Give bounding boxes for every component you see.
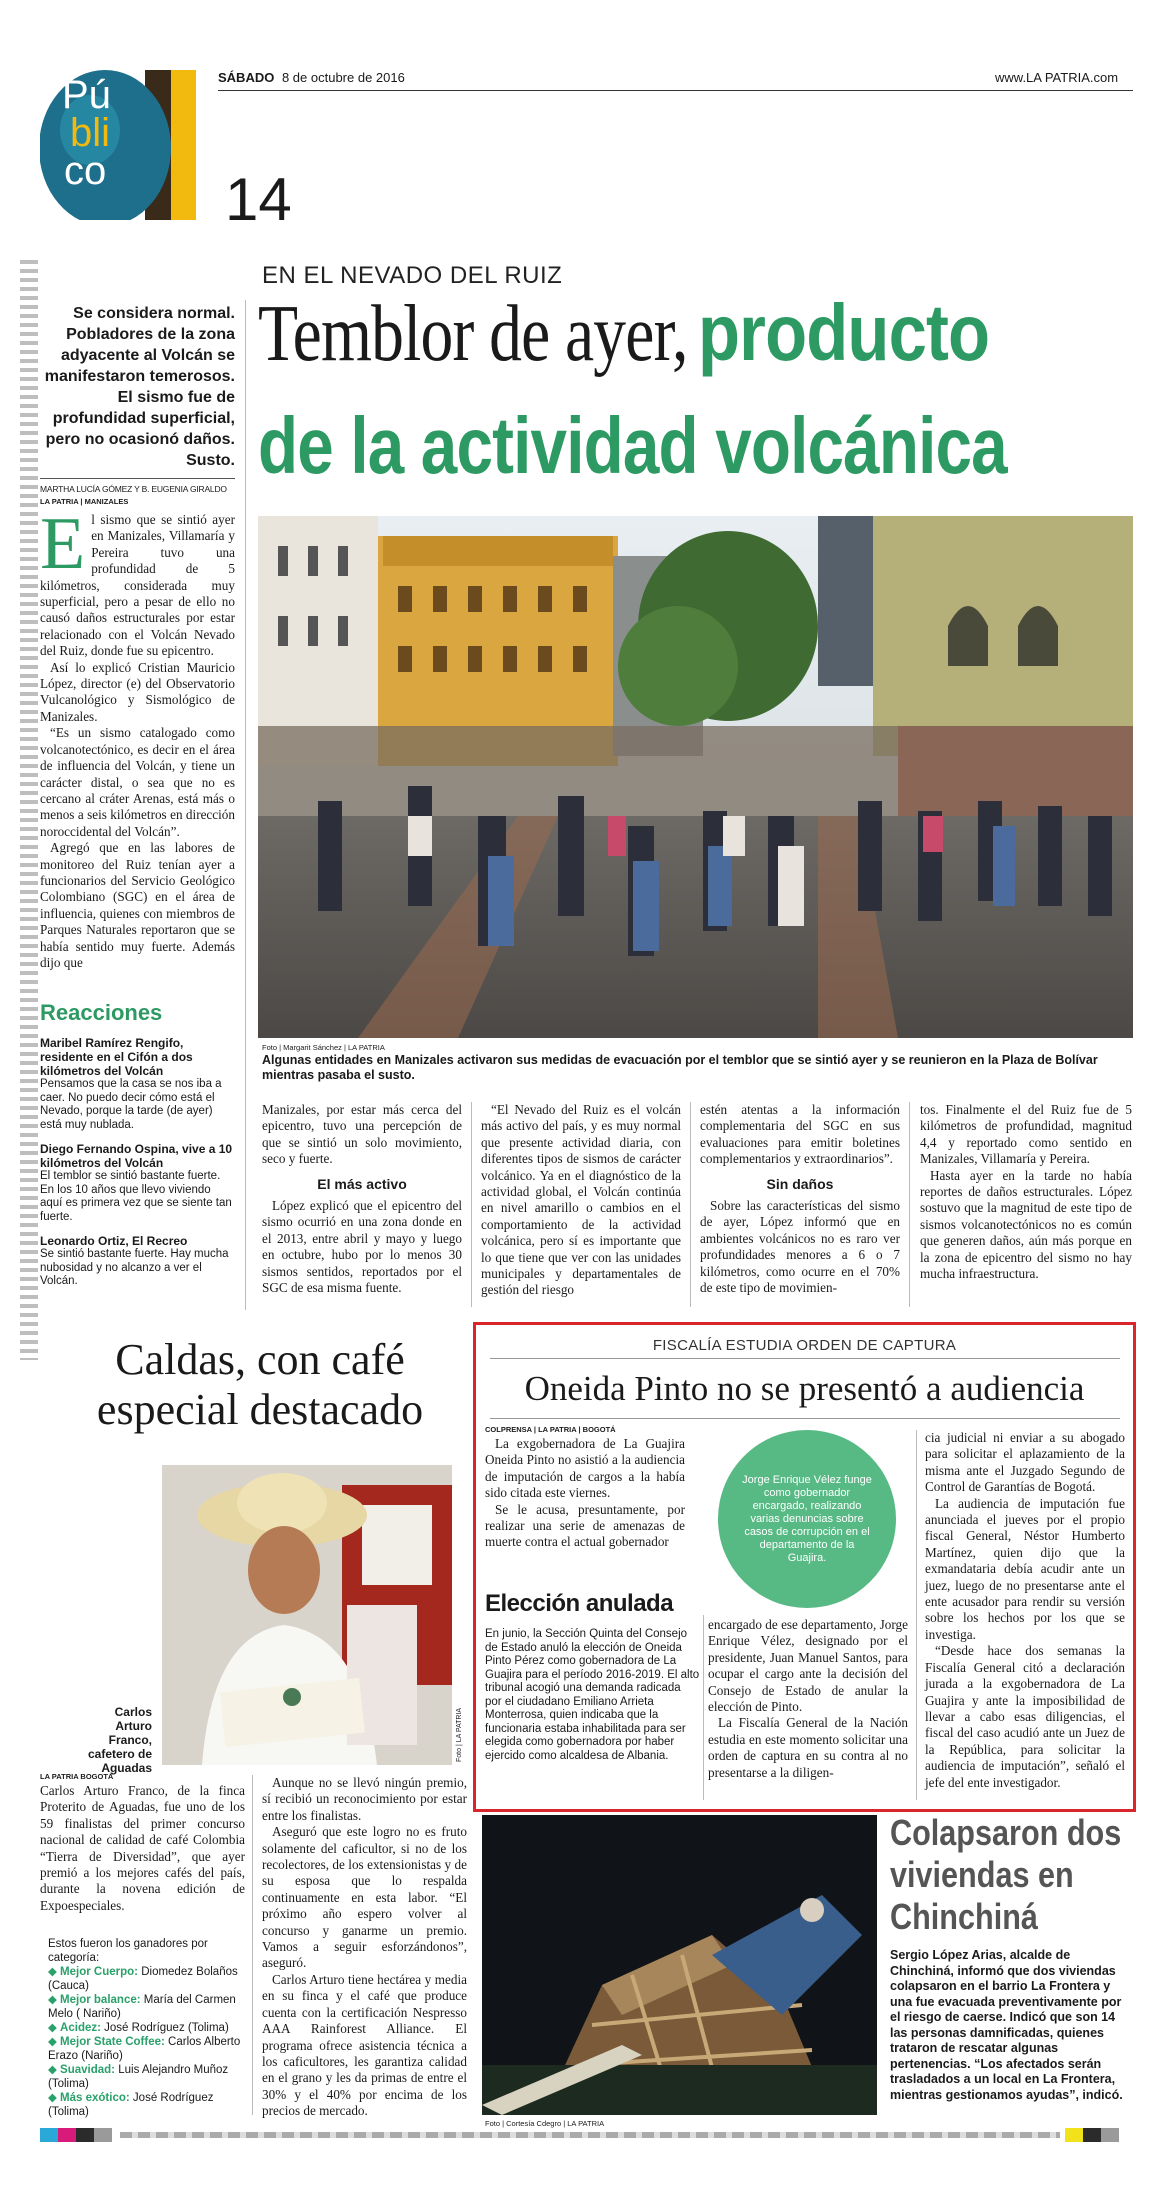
main-col1-p3: “Es un sismo catalogado como volcanotectónico, es decir en el área de influencia del Volcán, y tiene un carácter distal, o sea que no es cercano al cráter Arenas, está más o menos a seis kilómetros en dirección noroccidental del Volcán”. (40, 725, 235, 839)
logo-line-3: co (64, 149, 107, 193)
header-date-text: 8 de octubre de 2016 (281, 70, 405, 85)
pinto-col3-p1: cia judicial ni enviar a su abogado para solicitar el aplazamiento de la misma ante el Juzgado Segundo de Control de Garantías de Bogotá. (925, 1430, 1125, 1495)
winner-item: ◆ Mejor balance: María del Carmen Melo ( Nariño) (48, 1994, 236, 2020)
winner-item: ◆ Suavidad: Luis Alejandro Muñoz (Tolima) (48, 2064, 229, 2090)
main-col4-p2: Sobre las características del sismo de ayer, López informó que en ambientes volcánicos no es raro ver profundidades menores a 6 o 7 kilómetros, como ocurre en el 70% de este tipo de movimien- (700, 1198, 900, 1296)
winners-intro: Estos fueron los ganadores por categoría: (48, 1938, 208, 1964)
pinto-dateline: COLPRENSA | LA PATRIA | BOGOTÁ (485, 1425, 616, 1434)
reaction-name: Leonardo Ortiz, El Recreo (40, 1234, 188, 1248)
col-divider (703, 1615, 704, 1800)
header-day: SÁBADO (218, 70, 275, 85)
winner-item: ◆ Más exótico: José Rodríguez (Tolima) (48, 2092, 214, 2118)
main-col5-p1: tos. Finalmente el del Ruiz fue de 5 kilómetros de profundidad, magnitud 4,4 y reportado como sentido en Manizales, Villamaría y Pereira. (920, 1102, 1132, 1167)
coffee-p4: Carlos Arturo tiene hectárea y media en su finca y el café que produce cuenta con la certificación Nespresso AAA Rainforest Alliance. El programa ofrece asistencia técnica a los caficultores, les garantiza calidad en el grano y les da primas de entre el 30% y el 40% por encima de los precios de mercado. (262, 1971, 467, 2119)
main-col-4 (700, 1102, 900, 1296)
reaction-text: El temblor se sintió bastante fuerte. En los 10 años que llevo viviendo aquí es primera vez que se siente tan fuerte. (40, 1170, 232, 1223)
pinto-bubble-text: Jorge Enrique Vélez funge como gobernador encargado, realizando varias denuncias sobre casos de corrupción en el departamento de la Guajira. (742, 1473, 872, 1564)
main-col2-p1: Manizales, por estar más cerca del epicentro, tuvo una percepción de que se sintió un solo movimiento, seco y fuerte. (262, 1102, 462, 1167)
header-date (218, 70, 405, 85)
reaction-name: Maribel Ramírez Rengifo, residente en el Cifón a dos kilómetros del Volcán (40, 1036, 193, 1078)
header-website[interactable]: www.LA PATRIA.com (995, 70, 1119, 85)
main-col2-subhead: El más activo (317, 1175, 407, 1192)
winner-item: ◆ Mejor Cuerpo: Diomedez Bolaños (Cauca) (48, 1966, 238, 1992)
col-divider (245, 300, 246, 1310)
chinchina-headline: Colapsaron dos viviendas en Chinchiná (890, 1812, 1122, 1937)
headline-green-1: producto (698, 288, 990, 377)
chinchina-photo-credit: Foto | Cortesía Cdegro | LA PATRIA (485, 2119, 605, 2128)
pinto-quote-bubble (718, 1430, 896, 1608)
coffee-photo (162, 1465, 452, 1765)
reactions-title: Reacciones (40, 1000, 163, 1025)
pinto-col3-p3: “Desde hace dos semanas la Fiscalía General citó a declaración jurada a la exgobernadora de La Guajira y ante la imposibilidad de llevar a cabo esas diligencias, el fiscal del caso acudió ante un Juez de la República, para solicitar la audiencia de imputación”, señaló el jefe del ente investigador. (925, 1643, 1125, 1790)
section-logo (40, 70, 200, 220)
chinchina-text: Sergio López Arias, alcalde de Chinchiná, informó que dos viviendas colapsaron en el barrio La Frontera y una fue evacuada preventivamente por el riesgo de caerse. Indicó que son 14 las personas damnificadas, quienes trataron de rescatar algunas pertenencias. “Los afectados serán trasladados a un local en La Frontera, mientras gestionamos ayudas”, indicó. (890, 1948, 1123, 2102)
pinto-p2: Se le acusa, presuntamente, por realizar una serie de amenazas de muerte contra el actual gobernador (485, 1501, 685, 1550)
coffee-dateline: LA PATRIA BOGOTÁ (40, 1772, 114, 1781)
reaction-item (40, 1142, 235, 1224)
main-col2-p2: López explicó que el epicentro del sismo ocurrió en una zona donde en el 2013, entre abril y mayo y luego en octubre, hubo por lo menos 30 sismos sentidos, reportados por el SGC de esa misma fuente. (262, 1198, 462, 1296)
winners-box (48, 1937, 243, 2119)
reaction-name: Diego Fernando Ospina, vive a 10 kilómetros del Volcán (40, 1142, 233, 1170)
winner-item: ◆ Mejor State Coffee: Carlos Alberto Erazo (Nariño) (48, 2036, 241, 2062)
logo-line-1: Pú (62, 73, 111, 117)
pinto-box-text: En junio, la Sección Quinta del Consejo de Estado anuló la elección de Oneida Pinto Pérez como gobernadora de La Guajira para el período 2016-2019. El alto tribunal acogió una demanda radicada por el ciudadano Emiliano Arrieta Monterrosa, quien indicaba que la funcionaria estaba inhabilitada para ser elegida como gobernadora por haber ejercido como alcaldesa de Albania. (485, 1628, 700, 1762)
pinto-kicker-rule (490, 1358, 1120, 1359)
main-col1-p4: Agregó que en las labores de monitoreo del Ruiz tenían ayer a funcionarios del Servicio Geológico Colombiano (SGC) en el área de influencia, quienes con miembros de Parques Naturales reportaron que se había sentido muy fuerte. Además dijo que (40, 840, 235, 970)
main-photo (258, 516, 1133, 1038)
reaction-item (40, 1234, 235, 1289)
main-col1-first: l sismo que se sintió ayer en Manizales, Villamaría y Pereira tuvo una profundidad de 5 kilómetros, considerada muy superficial, pero a pesar de ello no causó daños estructurales por estar relacionado con el Volcán Nevado del Ruiz, donde fue su epicentro. (40, 512, 235, 659)
bullet-icon: ◆ (48, 2022, 61, 2034)
reaction-text: Se sintió bastante fuerte. Hay mucha nubosidad y no alcanzo a ver el Volcán. (40, 1248, 229, 1287)
reactions-box (40, 1000, 235, 1289)
main-col5-p2: Hasta ayer en la tarde no había reportes de daños estructurales. López sostuvo que la magnitud de este tipo de sismos volcanotectónicos no es común que generen daños, aún más porque en la zona de epicentro del sismo no hay mucha infraestructura. (920, 1167, 1132, 1282)
winner-item: ◆ Acidez: José Rodríguez (Tolima) (48, 2022, 229, 2034)
main-col-1 (40, 503, 235, 971)
pinto-col3-p2: La audiencia de imputación fue anunciada el jueves por el propio fiscal General, Néstor Humberto Martínez, quien dijo que la exmandataria debía acudir ante un juez, luego de no presentarse ante el ente acusador para rendir su versión sobre los hechos por los que se investiga. (925, 1495, 1125, 1642)
main-kicker: EN EL NEVADO DEL RUIZ (262, 262, 563, 289)
page-number: 14 (225, 166, 292, 233)
coffee-p3: Aseguró que este logro no es fruto solamente del caficultor, si no de los recolectores, de los extensionistas y de su esposa que lo respalda continuamente en esta labor. “El próximo año espero volver al concurso y ganarme un premio. Vamos a seguir esforzándonos”, aseguró. (262, 1824, 467, 1971)
reaction-text: Pensamos que la casa se nos iba a caer. No puedo decir cómo está el Nevado, porque la tarde (de ayer) está muy nublada. (40, 1078, 222, 1131)
bullet-icon: ◆ (48, 1966, 61, 1978)
main-col-2 (262, 1102, 462, 1296)
bullet-icon: ◆ (48, 2036, 61, 2048)
registration-colorbar-left (40, 2128, 112, 2147)
pinto-col-3 (925, 1430, 1125, 1791)
header-rule (218, 90, 1133, 91)
col-divider (690, 1102, 691, 1307)
logo-line-2: bli (70, 111, 111, 155)
farmer-photo-icon (162, 1465, 452, 1765)
headline-black: Temblor de ayer, (258, 290, 688, 378)
scan-edge (20, 260, 38, 1360)
pinto-kicker: FISCALÍA ESTUDIA ORDEN DE CAPTURA (652, 1337, 957, 1354)
dropcap: E (40, 503, 86, 585)
col-divider (909, 1102, 910, 1307)
pinto-col-1 (485, 1436, 685, 1551)
col-divider (916, 1430, 917, 1800)
main-col4-p1: estén atentas a la información complementaria del SGC en sus evaluaciones para emitir boletines complementarios y extraordinarios”. (700, 1102, 900, 1167)
pinto-headline-rule (490, 1418, 1120, 1419)
coffee-p2: Aunque no se llevó ningún premio, sí recibió un reconocimiento por estar entre los finalistas. (262, 1775, 467, 1823)
headline-green-2: de la actividad volcánica (258, 401, 1007, 490)
main-col3-p1: “El Nevado del Ruiz es el volcán más activo del país, y es muy normal que presente actividad diaria, con diferentes tipos de sismos de carácter volcánico. Ya en el diagnóstico de la actividad global, el Volcán continúa en nivel amarillo o cambios en el comportamiento de la actividad volcánica, pero sí es importante que lo que tiene que ver con las unidades municipales y departamentales de gestión del riesgo (481, 1102, 681, 1298)
main-col4-subhead: Sin daños (766, 1175, 834, 1192)
main-col1-p2: Así lo explicó Cristian Mauricio López, director (e) del Observatorio Vulcanológico y Sismológico de Manizales. (40, 659, 235, 724)
summary-rule (40, 478, 235, 479)
chinchina-photo (482, 1815, 877, 2115)
col-divider (471, 1102, 472, 1307)
bullet-icon: ◆ (48, 2064, 61, 2076)
pinto-col-2 (708, 1617, 908, 1781)
col-divider (252, 1775, 253, 2115)
main-dateline: LA PATRIA | MANIZALES (40, 497, 129, 506)
coffee-headline: Caldas, con café especial destacado (96, 1335, 424, 1434)
coffee-col-1 (40, 1783, 245, 1914)
pinto-col2-p2: La Fiscalía General de la Nación estudia en este momento solicitar una orden de captura en su contra al no presentarse a la diligen- (708, 1715, 908, 1780)
coffee-p1: Carlos Arturo Franco, de la finca Proterito de Aguadas, fue uno de los 59 finalistas del primer concurso nacional de calidad de café Colombia “Tierra de Diversidad”, que ayer premió a los mejores cafés del país, durante la novena edición de Expoespeciales. (40, 1783, 245, 1913)
main-summary: Se considera normal. Pobladores de la zona adyacente al Volcán se manifestaron temerosos. El sismo fue de profundidad superficial, pero no ocasionó daños. Susto. (44, 305, 235, 469)
bullet-icon: ◆ (48, 1994, 61, 2006)
pinto-headline: Oneida Pinto no se presentó a audiencia (524, 1369, 1085, 1408)
main-headline (258, 288, 1138, 491)
coffee-photo-credit: Foto | LA PATRIA (456, 1707, 463, 1762)
main-col-3 (481, 1102, 681, 1299)
coffee-col-2 (262, 1775, 467, 2120)
main-col-5 (920, 1102, 1132, 1282)
bullet-icon: ◆ (48, 2092, 61, 2104)
footer-rule (120, 2132, 1060, 2138)
collapsed-house-photo-icon (482, 1815, 877, 2115)
main-photo-caption: Algunas entidades en Manizales activaron sus medidas de evacuación por el temblor que se sintió ayer y se reunieron en la Plaza de Bolívar mientras pasaba el susto. (262, 1053, 1098, 1082)
coffee-photo-caption: Carlos Arturo Franco, cafetero de Aguadas (87, 1705, 152, 1775)
plaza-photo-icon (258, 516, 1133, 1038)
pinto-col2-p1: encargado de ese departamento, Jorge Enrique Vélez, designado por el presidente, Juan Manuel Santos, para ocupar el cargo ante la decisión del Consejo de Estado de anular la elección de Pinto. (708, 1617, 908, 1715)
main-photo-credit: Foto | Margarit Sánchez | LA PATRIA (262, 1043, 385, 1052)
pinto-subhead: Elección anulada (485, 1590, 674, 1617)
pinto-p1: La exgobernadora de La Guajira Oneida Pinto no asistió a la audiencia de imputación de cargos a la había sido citada este viernes. (485, 1436, 685, 1501)
registration-colorbar-right (1065, 2128, 1119, 2147)
main-byline: MARTHA LUCÍA GÓMEZ Y B. EUGENIA GIRALDO (40, 484, 227, 494)
reaction-item (40, 1036, 235, 1132)
